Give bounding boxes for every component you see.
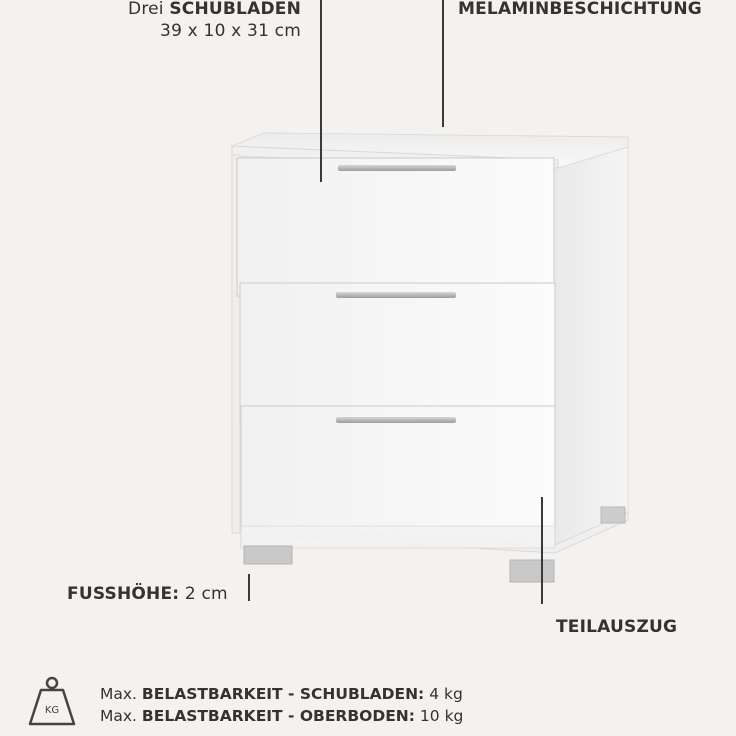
load-top-value: 10 kg (419, 707, 464, 725)
cabinet-foot-front-right (510, 560, 554, 582)
load-capacity-drawers (100, 684, 463, 704)
drawers-callout-title: SCHUBLADEN (169, 0, 301, 19)
coating-callout-line (442, 0, 444, 127)
cabinet-side-panel (554, 140, 628, 548)
drawer-handle-2 (336, 292, 456, 298)
drawer-handle-1 (338, 165, 456, 171)
coating-callout-title: MELAMINBESCHICHTUNG (458, 0, 702, 19)
drawers-callout-prefix: Drei (128, 0, 164, 19)
weight-icon-label: KG (44, 705, 60, 716)
load-capacity-top (100, 706, 463, 726)
drawer-front-3 (241, 406, 555, 546)
foot-height-label: FUSSHÖHE: (67, 584, 180, 604)
drawer-front-1 (237, 158, 554, 296)
slide-callout-line (541, 497, 543, 604)
load-drawers-prefix: Max. (100, 685, 137, 703)
cabinet-foot-back-right (601, 507, 625, 523)
load-top-label: BELASTBARKEIT - OBERBODEN: (141, 707, 415, 725)
cabinet-foot-front-left (244, 546, 292, 564)
partial-extension-callout (556, 616, 677, 638)
drawers-callout (120, 0, 301, 42)
foot-height-callout (67, 583, 228, 605)
drawers-dimensions: 39 x 10 x 31 cm (160, 21, 301, 41)
load-drawers-value: 4 kg (429, 685, 463, 703)
drawer-front-2 (240, 283, 555, 422)
foot-callout-line (248, 574, 250, 601)
weight-kg-icon (28, 674, 76, 726)
drawers-callout-line (320, 0, 322, 182)
foot-height-value: 2 cm (184, 584, 228, 604)
load-top-prefix: Max. (100, 707, 137, 725)
load-drawers-label: BELASTBARKEIT - SCHUBLADEN: (141, 685, 425, 703)
partial-extension-title: TEILAUSZUG (556, 617, 678, 637)
drawer-handle-3 (336, 417, 456, 423)
coating-callout (458, 0, 702, 20)
